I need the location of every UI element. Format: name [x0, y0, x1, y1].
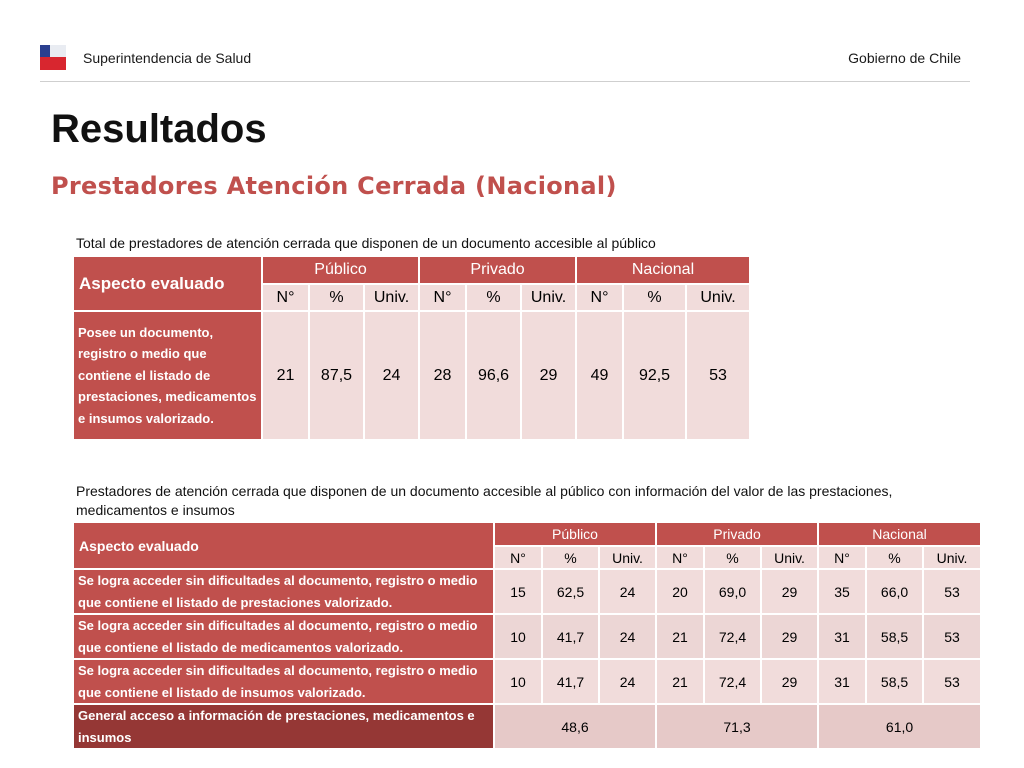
group-header-nacional: Nacional	[818, 522, 981, 546]
subheader-cell: Univ.	[364, 284, 419, 311]
table-total-prestadores	[72, 255, 751, 441]
subheader-cell: %	[309, 284, 364, 311]
table-row	[73, 659, 981, 704]
data-cell: 21	[656, 659, 704, 704]
data-cell: 41,7	[542, 614, 599, 659]
table-row	[73, 614, 981, 659]
data-cell: 48,6	[494, 704, 656, 749]
data-cell: 72,4	[704, 614, 761, 659]
row-label: Se logra acceder sin dificultades al documento, registro o medio que contiene el listado de medicamentos valorizado.	[73, 614, 494, 659]
data-cell: 29	[761, 569, 818, 614]
data-cell: 41,7	[542, 659, 599, 704]
header-divider	[40, 81, 970, 82]
subheader-cell: N°	[818, 546, 866, 569]
subheader-cell: %	[542, 546, 599, 569]
data-cell: 62,5	[542, 569, 599, 614]
table-row	[73, 311, 750, 440]
data-cell: 15	[494, 569, 542, 614]
group-header-publico: Público	[262, 256, 419, 284]
data-cell: 24	[599, 569, 656, 614]
data-cell: 96,6	[466, 311, 521, 440]
data-cell: 24	[599, 614, 656, 659]
row-label: Posee un documento, registro o medio que contiene el listado de prestaciones, medicamentos e insumos valorizado.	[73, 311, 262, 440]
data-cell: 29	[761, 659, 818, 704]
data-cell: 28	[419, 311, 466, 440]
subheader-cell: Univ.	[923, 546, 981, 569]
data-cell: 29	[761, 614, 818, 659]
subheader-cell: %	[623, 284, 686, 311]
data-cell: 71,3	[656, 704, 818, 749]
group-header-privado: Privado	[656, 522, 818, 546]
data-cell: 53	[923, 569, 981, 614]
data-cell: 31	[818, 659, 866, 704]
subheader-cell: %	[466, 284, 521, 311]
group-header-privado: Privado	[419, 256, 576, 284]
subheader-cell: N°	[262, 284, 309, 311]
data-cell: 10	[494, 614, 542, 659]
group-header-publico: Público	[494, 522, 656, 546]
page-title: Resultados	[51, 107, 267, 151]
subheader-cell: N°	[576, 284, 623, 311]
subheader-cell: %	[704, 546, 761, 569]
data-cell: 10	[494, 659, 542, 704]
data-cell: 49	[576, 311, 623, 440]
data-cell: 31	[818, 614, 866, 659]
org-name-right: Gobierno de Chile	[848, 50, 961, 66]
subheader-cell: N°	[419, 284, 466, 311]
subheader-cell: N°	[656, 546, 704, 569]
data-cell: 21	[656, 614, 704, 659]
aspect-header: Aspecto evaluado	[73, 522, 494, 569]
data-cell: 53	[923, 614, 981, 659]
chile-flag-icon	[40, 45, 66, 70]
subheader-cell: Univ.	[761, 546, 818, 569]
group-header-nacional: Nacional	[576, 256, 750, 284]
row-label: Se logra acceder sin dificultades al documento, registro o medio que contiene el listado de insumos valorizado.	[73, 659, 494, 704]
data-cell: 61,0	[818, 704, 981, 749]
data-cell: 87,5	[309, 311, 364, 440]
data-cell: 58,5	[866, 614, 923, 659]
data-cell: 72,4	[704, 659, 761, 704]
data-cell: 53	[923, 659, 981, 704]
aspect-header: Aspecto evaluado	[73, 256, 262, 311]
table2-caption: Prestadores de atención cerrada que disponen de un documento accesible al público con información del valor de las prestaciones, medicamentos e insumos	[76, 483, 893, 518]
page-subtitle: Prestadores Atención Cerrada (Nacional)	[51, 172, 617, 200]
org-name-left: Superintendencia de Salud	[83, 50, 252, 66]
data-cell: 58,5	[866, 659, 923, 704]
row-label: General acceso a información de prestaciones, medicamentos e insumos	[73, 704, 494, 749]
subheader-cell: Univ.	[686, 284, 750, 311]
data-cell: 66,0	[866, 569, 923, 614]
row-label: Se logra acceder sin dificultades al documento, registro o medio que contiene el listado de prestaciones valorizado.	[73, 569, 494, 614]
subheader-cell: Univ.	[521, 284, 576, 311]
data-cell: 24	[364, 311, 419, 440]
data-cell: 35	[818, 569, 866, 614]
data-cell: 20	[656, 569, 704, 614]
data-cell: 69,0	[704, 569, 761, 614]
table-row	[73, 569, 981, 614]
data-cell: 92,5	[623, 311, 686, 440]
data-cell: 24	[599, 659, 656, 704]
table1-caption: Total de prestadores de atención cerrada que disponen de un documento accesible al público	[76, 235, 656, 251]
subheader-cell: Univ.	[599, 546, 656, 569]
data-cell: 53	[686, 311, 750, 440]
subheader-cell: N°	[494, 546, 542, 569]
data-cell: 29	[521, 311, 576, 440]
subheader-cell: %	[866, 546, 923, 569]
table-acceso-informacion	[72, 521, 982, 750]
table-row-general	[73, 704, 981, 749]
data-cell: 21	[262, 311, 309, 440]
